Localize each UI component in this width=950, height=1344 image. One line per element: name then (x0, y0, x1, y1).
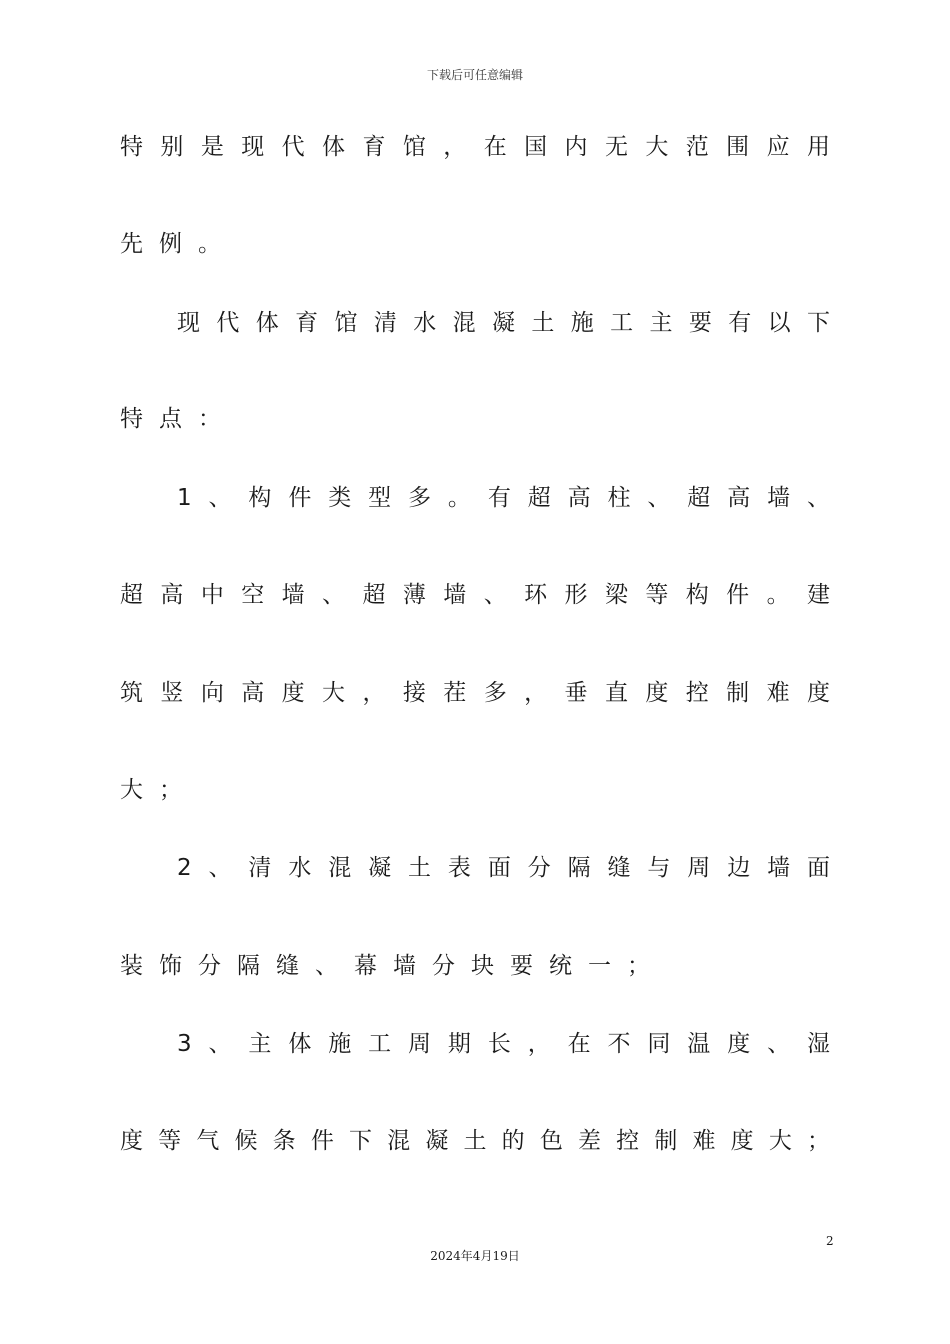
page-header: 下载后可任意编辑 (426, 68, 523, 82)
page-footer-date: 2024年4月19日 (430, 1249, 520, 1263)
body-line-8: 大； (120, 777, 198, 803)
body-line-6: 超高中空墙、超薄墙、环形梁等构件。建 (120, 582, 830, 608)
body-line-1: 特别是现代体育馆，在国内无大范围应用 (120, 134, 830, 160)
body-line-11: 3、主体施工周期长，在不同温度、湿 (177, 1031, 830, 1057)
body-line-7: 筑竖向高度大，接茬多，垂直度控制难度 (120, 680, 830, 706)
body-line-5: 1、构件类型多。有超高柱、超高墙、 (177, 485, 830, 511)
body-line-12: 度等气候条件下混凝土的色差控制难度大； (120, 1128, 830, 1154)
body-line-10: 装饰分隔缝、幕墙分块要统一； (120, 953, 666, 979)
body-line-4: 特点： (120, 406, 237, 432)
body-line-2: 先例。 (120, 231, 237, 257)
body-line-3: 现代体育馆清水混凝土施工主要有以下 (177, 310, 830, 336)
body-line-9: 2、清水混凝土表面分隔缝与周边墙面 (177, 855, 830, 881)
page-number: 2 (826, 1234, 834, 1248)
